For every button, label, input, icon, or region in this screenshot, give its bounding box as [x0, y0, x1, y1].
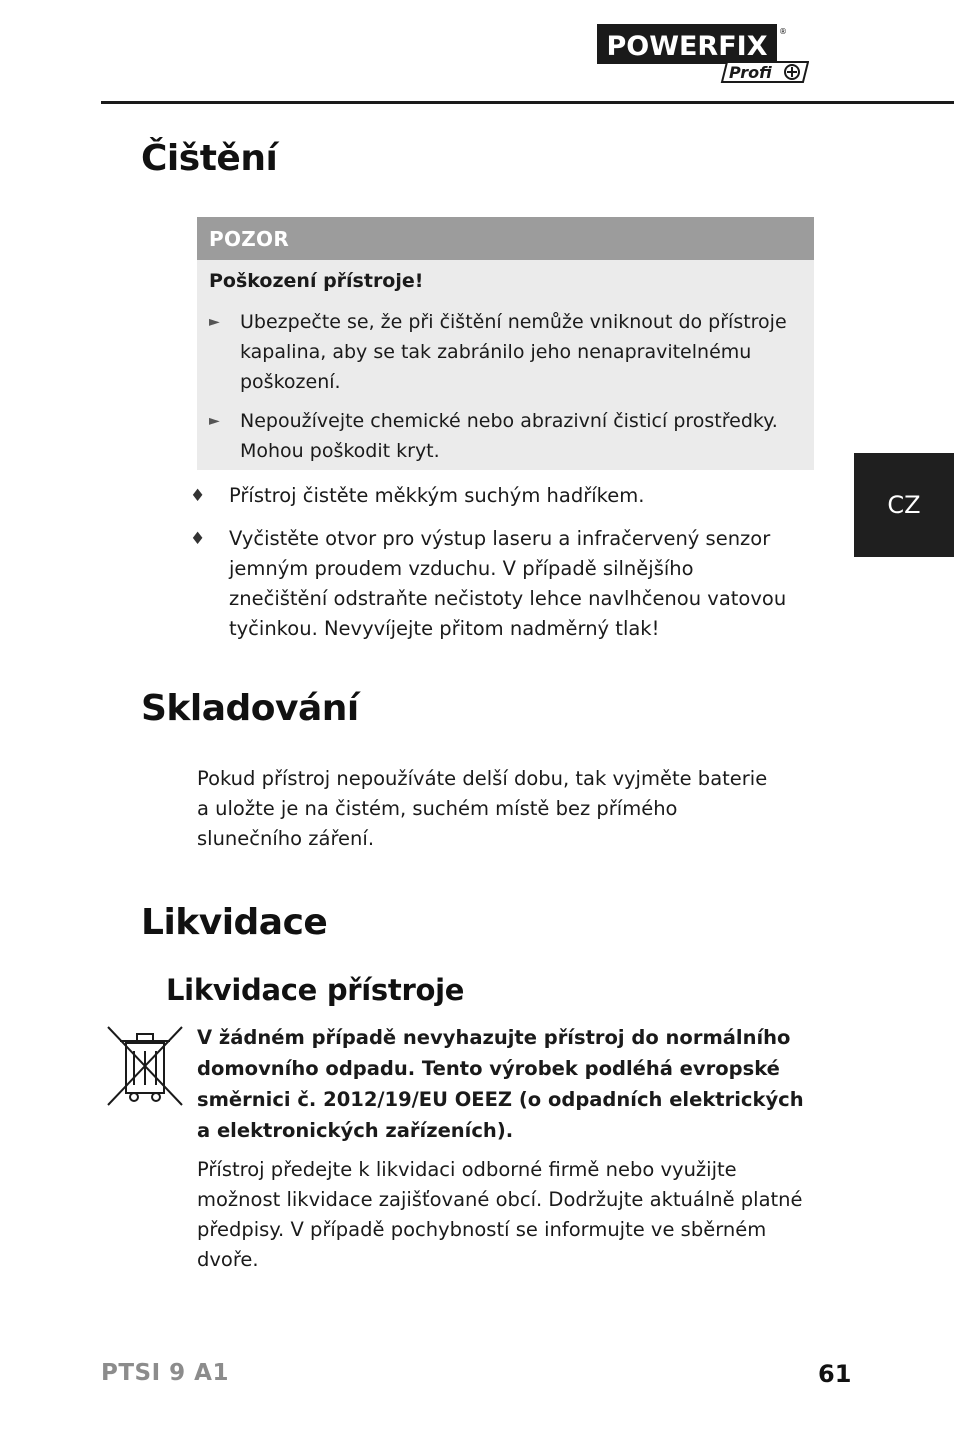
section-title-disposal: Likvidace [141, 902, 328, 943]
footer-model-number: PTSI 9 A1 [101, 1360, 229, 1386]
powerfix-profi-logo [597, 24, 809, 84]
disposal-text: Přístroj předejte k likvidaci odborné firmě nebo využijte možnost likvidace zajišťované obcí. Dodržujte aktuálně platné předpisy. V případě pochybností se informujte ve sběrném dvoře. [197, 1158, 803, 1271]
section-title-storage: Skladování [141, 688, 359, 729]
diamond-bullet-icon: ♦ [190, 529, 206, 549]
bullet-text: Vyčistěte otvor pro výstup laseru a infračervený senzor jemným proudem vzduchu. V případě silnějšího znečištění odstraňte nečistoty lehce navlhčenou vatovou tyčinkou. Nevyvíjejte přitom nadměrný tlak! [229, 527, 787, 640]
logo-subbrand-text: Profi [729, 63, 772, 82]
bullet-text: Přístroj čistěte měkkým suchým hadříkem. [229, 484, 645, 507]
warning-heading: POZOR [197, 217, 814, 260]
subsection-title-device-disposal: Likvidace přístroje [166, 973, 465, 1007]
crossed-bin-icon [106, 1025, 184, 1107]
arrow-right-icon: ► [209, 413, 220, 429]
svg-text:®: ® [779, 27, 787, 36]
storage-text: Pokud přístroj nepoužíváte delší dobu, tak vyjměte baterie a uložte je na čistém, suchém místě bez přímého slunečního záření. [197, 767, 768, 850]
language-tab [854, 453, 954, 557]
arrow-right-icon: ► [209, 314, 220, 330]
warning-item-text: Nepoužívejte chemické nebo abrazivní čisticí prostředky. Mohou poškodit kryt. [240, 410, 778, 462]
warning-box [197, 217, 814, 470]
diamond-bullet-icon: ♦ [190, 486, 206, 506]
disposal-warning-text: V žádném případě nevyhazujte přístroj do normálního domovního odpadu. Tento výrobek podléhá evropské směrnici č. 2012/19/EU OEEZ (o odpadních elektrických a elektronických zařízeních). [197, 1026, 804, 1142]
warning-item-text: Ubezpečte se, že při čištění nemůže vniknout do přístroje kapalina, aby se tak zabránilo jeho nenapravitelnému poškození. [240, 311, 787, 393]
header-rule [101, 101, 954, 104]
warning-title: Poškození přístroje! [209, 270, 424, 292]
language-tab-label: CZ [887, 491, 921, 519]
footer-page-number: 61 [818, 1360, 852, 1388]
section-title-cleaning: Čištění [141, 138, 278, 179]
logo-brand-text: POWERFIX [606, 31, 768, 62]
